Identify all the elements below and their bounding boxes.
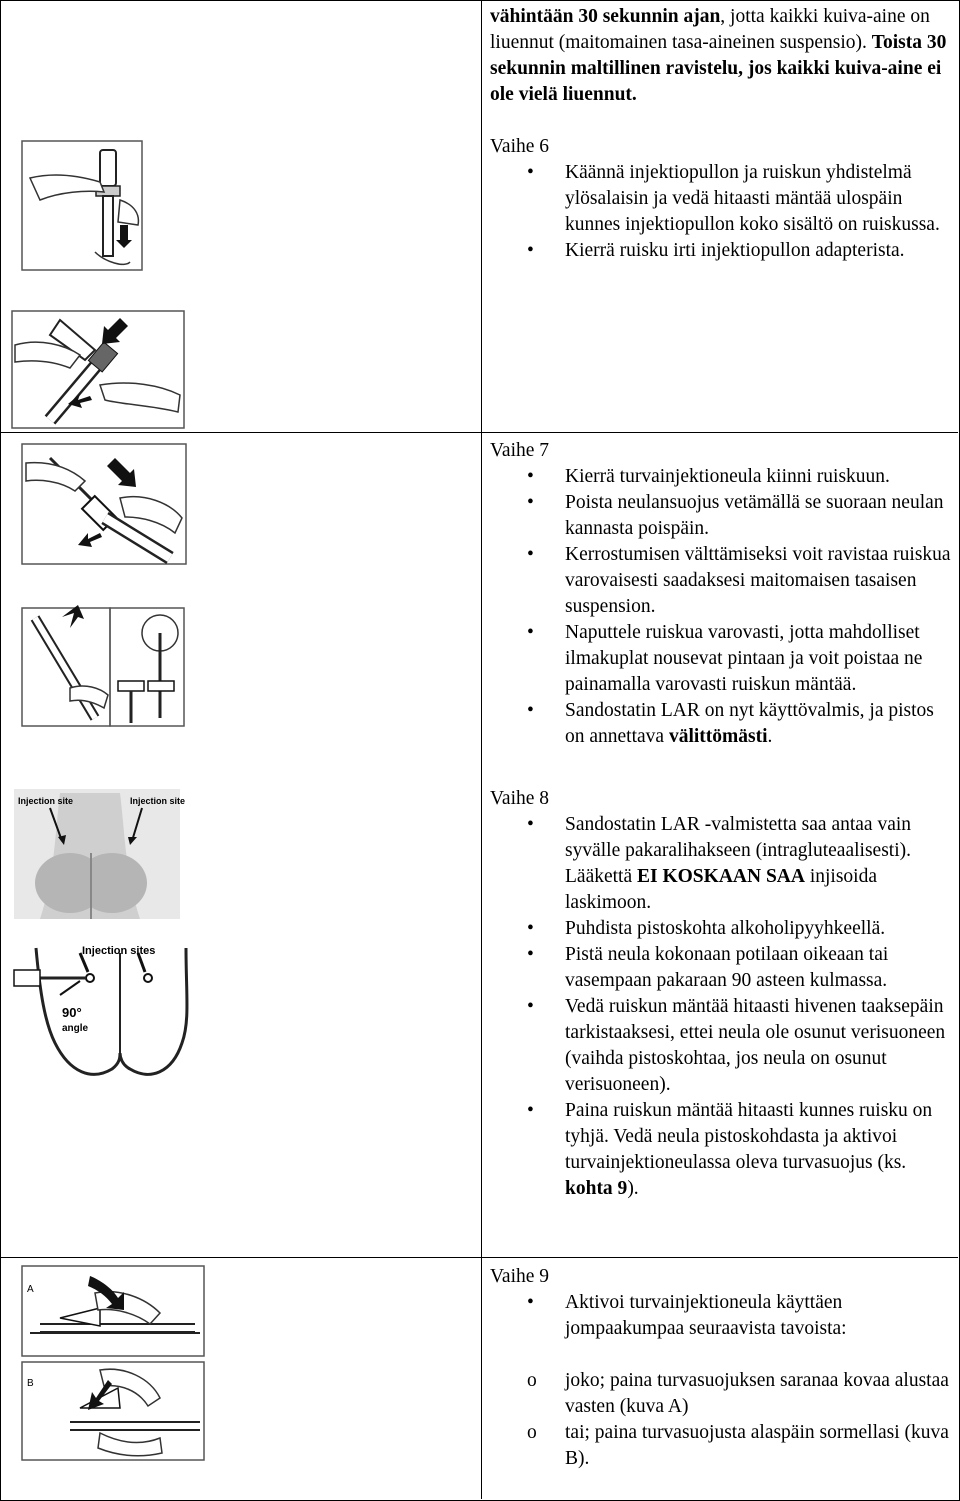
- emphasis-never: EI KOSKAAN SAA: [637, 866, 805, 887]
- needle-and-site-illustration: [0, 433, 481, 1257]
- bullet: •: [527, 622, 534, 643]
- list-item-end: .: [767, 726, 773, 747]
- step9-list: [490, 1290, 952, 1342]
- step8-list: [490, 812, 952, 1202]
- list-item-text: Vedä ruiskun mäntää hitaasti hivenen taaksepäin tarkistaaksesi, ettei neula ole osunut verisuoneen (vaihda pistoskohtaa, jos neula on osunut verisuoneen).: [565, 996, 946, 1095]
- list-item-end: ).: [627, 1178, 639, 1199]
- list-item-text: Poista neulansuojus vetämällä se suoraan neulan kannasta poispäin.: [565, 492, 944, 539]
- list-item-end: injisoida laskimoon.: [565, 866, 877, 913]
- step5-continuation: [490, 4, 952, 108]
- bullet: •: [527, 466, 534, 487]
- bullet: •: [527, 700, 534, 721]
- step9-illustrations: [0, 1258, 481, 1499]
- list-item: [490, 698, 952, 750]
- list-item-text: Aktivoi turvainjektioneula käyttäen jompaakumpaa seuraavista tavoista:: [565, 1292, 847, 1339]
- sub-list-item: [490, 1368, 952, 1420]
- sub-bullet: o: [527, 1422, 537, 1443]
- list-item-text: Käännä injektiopullon ja ruiskun yhdistelmä ylösalaisin ja vedä hitaasti mäntää ulospäin kunnes injektiopullon koko sisältö on ruiskussa.: [565, 162, 940, 235]
- step5-bold-duration: vähintään 30 sekunnin ajan: [490, 6, 721, 27]
- step7-section: [490, 438, 952, 750]
- list-item: [490, 620, 952, 698]
- list-item: [490, 916, 952, 942]
- step9-heading: Vaihe 9: [490, 1266, 550, 1287]
- step5-text: [490, 4, 952, 108]
- list-item: [490, 490, 952, 542]
- vial-syringe-illustration: [0, 0, 481, 432]
- step6-list: [490, 160, 952, 264]
- figure-a-label: A: [27, 1284, 34, 1295]
- column-divider: [481, 0, 482, 1499]
- step9-sublist: [490, 1368, 952, 1472]
- step8-section: [490, 786, 952, 1202]
- safety-guard-illustration: [0, 1258, 481, 1499]
- step5-text-rest: , jotta kaikki kuiva-aine on liuennut (maitomainen tasa-aineinen suspensio).: [490, 6, 930, 53]
- list-item-text: Sandostatin LAR -valmistetta saa antaa vain syvälle pakaralihakseen (intragluteaalisesti). Lääkettä: [565, 814, 912, 887]
- list-item-text: Naputtele ruiskua varovasti, jotta mahdolliset ilmakuplat nousevat pintaan ja voit poistaa ne painamalla varovasti ruiskun mäntää.: [565, 622, 923, 695]
- list-item-text: Puhdista pistoskohta alkoholipyyhkeellä.: [565, 918, 886, 939]
- injection-site-label-right: Injection site: [130, 796, 186, 806]
- step5-bold-repeat: Toista 30 sekunnin maltillinen ravistelu, jos kaikki kuiva-aine ei ole vielä liuennut.: [490, 32, 947, 105]
- step6-heading: Vaihe 6: [490, 136, 550, 157]
- list-item: [490, 542, 952, 620]
- bullet: •: [527, 492, 534, 513]
- bullet: •: [527, 544, 534, 565]
- sub-list-item-text: joko; paina turvasuojuksen saranaa kovaa alustaa vasten (kuva A): [565, 1370, 949, 1417]
- angle-value-label: 90°: [62, 1005, 82, 1020]
- list-item: [490, 1290, 952, 1342]
- bullet: •: [527, 996, 534, 1017]
- list-item: [490, 238, 952, 264]
- list-item: [490, 464, 952, 490]
- list-item: [490, 994, 952, 1098]
- angle-word-label: angle: [62, 1023, 89, 1034]
- bullet: •: [527, 918, 534, 939]
- list-item-text: Paina ruiskun mäntää hitaasti kunnes ruisku on tyhjä. Vedä neula pistoskohdasta ja aktivoi turvainjektioneulassa oleva turvasuojus (ks.: [565, 1100, 933, 1173]
- step7-8-illustrations: [0, 433, 481, 1257]
- list-item-text: Pistä neula kokonaan potilaan oikeaan tai vasempaan pakaraan 90 asteen kulmassa.: [565, 944, 889, 991]
- figure-b-label: B: [27, 1378, 34, 1389]
- sub-list-item-text: tai; paina turvasuojusta alaspäin sormellasi (kuva B).: [565, 1422, 949, 1469]
- sub-bullet: o: [527, 1370, 537, 1391]
- injection-sites-label: Injection sites: [82, 945, 156, 957]
- bullet: •: [527, 240, 534, 261]
- bullet: •: [527, 814, 534, 835]
- list-item-text: Kierrä ruisku irti injektiopullon adapterista.: [565, 240, 905, 261]
- step9-section: [490, 1264, 952, 1472]
- list-item: [490, 942, 952, 994]
- list-item: [490, 1098, 952, 1202]
- sub-list-item: [490, 1420, 952, 1472]
- list-item-text: Kerrostumisen välttämiseksi voit ravistaa ruiskua varovaisesti saadaksesi maitomaisen tasaisen suspension.: [565, 544, 951, 617]
- list-item: [490, 160, 952, 238]
- bullet: •: [527, 944, 534, 965]
- list-item-text: Kierrä turvainjektioneula kiinni ruiskuun.: [565, 466, 890, 487]
- step6-illustrations: [0, 0, 481, 432]
- step6-section: [490, 134, 952, 264]
- emphasis-step-ref: kohta 9: [565, 1178, 628, 1199]
- bullet: •: [527, 162, 534, 183]
- step8-heading: Vaihe 8: [490, 788, 550, 809]
- bullet: •: [527, 1100, 534, 1121]
- list-item: [490, 812, 952, 916]
- step7-heading: Vaihe 7: [490, 440, 550, 461]
- emphasis-immediately: välittömästi: [668, 726, 768, 747]
- bullet: •: [527, 1292, 534, 1313]
- step7-list: [490, 464, 952, 750]
- injection-site-label-left: Injection site: [18, 796, 74, 806]
- list-item-text: Sandostatin LAR on nyt käyttövalmis, ja pistos on annettava: [565, 700, 934, 747]
